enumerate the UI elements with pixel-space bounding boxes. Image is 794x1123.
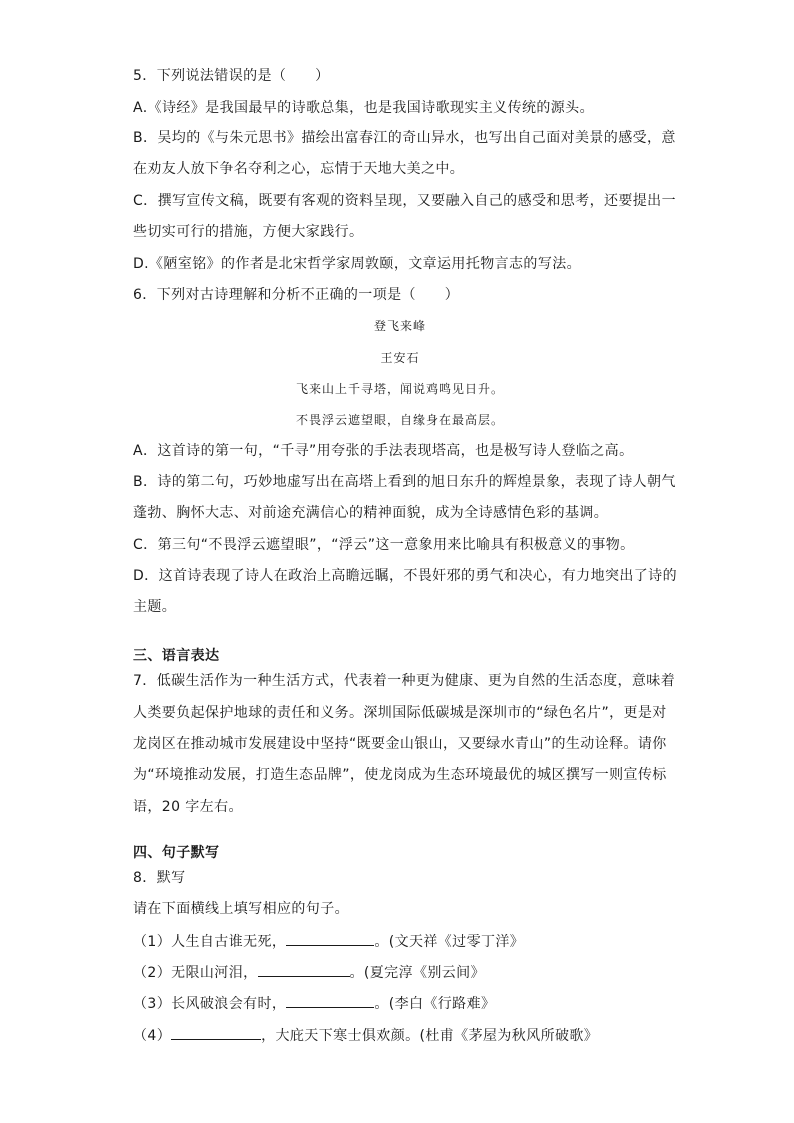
fill-item-2 xyxy=(133,962,485,983)
q7-line-4: 为“环境推动发展，打造生态品牌”，使龙岗成为生态环境最优的城区撰写一则宣传标 xyxy=(133,767,667,783)
q7-line-2: 人类要负起保护地球的责任和义务。深圳国际低碳城是深圳市的“绿色名片”，更是对 xyxy=(133,705,667,721)
fill-item-4 xyxy=(133,1025,598,1046)
fill-item-number: （2） xyxy=(133,965,172,981)
q5-stem: 5．下列说法错误的是（ ） xyxy=(133,68,330,84)
answer-blank[interactable] xyxy=(258,962,350,977)
q5-option-d: D.《陋室铭》的作者是北宋哲学家周敦颐，文章运用托物言志的写法。 xyxy=(133,256,582,272)
q7-line-5: 语，20 字左右。 xyxy=(133,799,243,815)
answer-blank[interactable] xyxy=(171,1025,261,1040)
q8-instruction: 请在下面横线上填写相应的句子。 xyxy=(133,901,349,917)
q6-option-d-line2: 主题。 xyxy=(133,599,177,615)
q7-line-3: 龙岗区在推动城市发展建设中坚持“既要金山银山，又要绿水青山”的生动诠释。请你 xyxy=(133,736,667,752)
fill-item-number: （3） xyxy=(133,996,172,1012)
poem-line-1: 飞来山上千寻塔，闻说鸡鸣见日升。 xyxy=(295,382,504,396)
q5-option-c-line1: C．撰写宣传文稿，既要有客观的资料呈现，又要融入自己的感受和思考，还要提出一 xyxy=(133,193,676,209)
q6-option-b-line2: 蓬勃、胸怀大志、对前途充满信心的精神面貌，成为全诗感情色彩的基调。 xyxy=(133,505,609,521)
q6-option-d-line1: D．这首诗表现了诗人在政治上高瞻远瞩，不畏奸邪的勇气和决心，有力地突出了诗的 xyxy=(133,568,677,584)
answer-blank[interactable] xyxy=(286,993,374,1008)
poem-line-2: 不畏浮云遮望眼，自缘身在最高层。 xyxy=(295,413,504,427)
q6-option-b-line1: B．诗的第二句，巧妙地虚写出在高塔上看到的旭日东升的辉煌景象，表现了诗人朝气 xyxy=(133,474,676,490)
fill-item-suffix: 。(文天祥《过零丁洋》 xyxy=(374,934,525,950)
fill-item-prefix: 无限山河泪， xyxy=(171,965,258,981)
fill-item-number: （4） xyxy=(133,1028,172,1044)
q6-option-c: C．第三句“不畏浮云遮望眼”，“浮云”这一意象用来比喻具有积极意义的事物。 xyxy=(133,537,635,553)
poem-author: 王安石 xyxy=(380,351,420,365)
answer-blank[interactable] xyxy=(286,931,374,946)
q7-line-1: 7．低碳生活作为一种生活方式，代表着一种更为健康、更为自然的生活态度，意味着 xyxy=(133,673,676,689)
fill-item-number: （1） xyxy=(133,934,172,950)
fill-item-suffix: 。(李白《行路难》 xyxy=(374,996,496,1012)
q8-title: 8．默写 xyxy=(133,870,186,886)
poem-title: 登飞来峰 xyxy=(373,319,426,333)
q6-option-a: A．这首诗的第一句，“千寻”用夸张的手法表现塔高，也是极写诗人登临之高。 xyxy=(133,443,634,459)
fill-item-suffix: 。(夏完淳《别云间》 xyxy=(349,965,485,981)
fill-item-3 xyxy=(133,993,495,1014)
section-3-heading: 三、语言表达 xyxy=(133,648,220,664)
fill-item-suffix: ，大庇天下寒士俱欢颜。(杜甫《茅屋为秋风所破歌》 xyxy=(261,1028,599,1044)
q5-option-b-line2: 在劝友人放下争名夺利之心，忘情于天地大美之中。 xyxy=(133,161,465,177)
fill-item-prefix: 人生自古谁无死， xyxy=(171,934,287,950)
q6-stem: 6．下列对古诗理解和分析不正确的一项是（ ） xyxy=(133,287,460,303)
q5-option-b-line1: B．吴均的《与朱元思书》描绘出富春江的奇山异水，也写出自己面对美景的感受，意 xyxy=(133,130,676,146)
fill-item-prefix: 长风破浪会有时， xyxy=(171,996,287,1012)
fill-item-1 xyxy=(133,931,524,952)
q5-option-c-line2: 些切实可行的措施，方便大家践行。 xyxy=(133,224,364,240)
q5-option-a: A.《诗经》是我国最早的诗歌总集，也是我国诗歌现实主义传统的源头。 xyxy=(133,100,594,116)
section-4-heading: 四、句子默写 xyxy=(133,845,220,861)
